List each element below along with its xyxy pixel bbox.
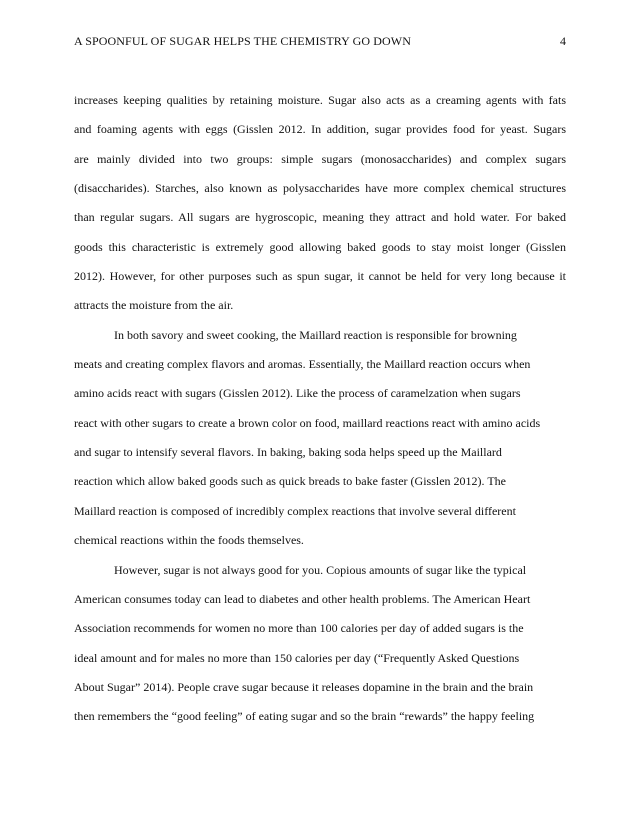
text-line: and sugar to intensify several flavors. In baking, baking soda helps speed up the Maillard	[74, 445, 502, 460]
text-line: amino acids react with sugars (Gisslen 2012). Like the process of caramelzation when sugars	[74, 386, 521, 401]
text-line: reaction which allow baked goods such as quick breads to bake faster (Gisslen 2012). The	[74, 474, 506, 489]
text-line: then remembers the “good feeling” of eating sugar and so the brain “rewards” the happy feeling	[74, 709, 535, 724]
paragraph-first-line: However, sugar is not always good for you. Copious amounts of sugar like the typical	[114, 562, 527, 577]
page-number: 4	[560, 34, 566, 48]
body-text	[74, 92, 566, 738]
text-line: Maillard reaction is composed of incredibly complex reactions that involve several different	[74, 503, 516, 518]
text-line: American consumes today can lead to diabetes and other health problems. The American Heart	[74, 591, 531, 606]
text-line: chemical reactions within the foods themselves.	[74, 533, 304, 548]
text-line: ideal amount and for males no more than 150 calories per day (“Frequently Asked Questions	[74, 650, 520, 665]
text-line: react with other sugars to create a brown color on food, maillard reactions react with amino acids	[74, 415, 541, 430]
text-line: About Sugar” 2014). People crave sugar because it releases dopamine in the brain and the brain	[74, 679, 534, 694]
paragraph-first-line: In both savory and sweet cooking, the Maillard reaction is responsible for browning	[114, 327, 517, 342]
text-line: meats and creating complex flavors and aromas. Essentially, the Maillard reaction occurs when	[74, 357, 531, 372]
text-line: 2012). However, for other purposes such as spun sugar, it cannot be held for very long because it	[74, 269, 566, 284]
text-line: goods this characteristic is extremely good allowing baked goods to stay moist longer (Gisslen	[74, 239, 566, 254]
running-head: A SPOONFUL OF SUGAR HELPS THE CHEMISTRY GO DOWN	[74, 34, 411, 48]
text-line: and foaming agents with eggs (Gisslen 2012. In addition, sugar provides food for yeast. Sugars	[74, 122, 566, 137]
text-line: are mainly divided into two groups: simple sugars (monosaccharides) and complex sugars	[74, 151, 566, 166]
text-line: increases keeping qualities by retaining moisture. Sugar also acts as a creaming agents with fats	[74, 93, 566, 107]
text-line: attracts the moisture from the air.	[74, 298, 234, 313]
text-line: (disaccharides). Starches, also known as polysaccharides have more complex chemical structures	[74, 181, 566, 196]
text-line: Association recommends for women no more than 100 calories per day of added sugars is the	[74, 621, 524, 636]
text-line: than regular sugars. All sugars are hygroscopic, meaning they attract and hold water. For baked	[74, 210, 566, 225]
